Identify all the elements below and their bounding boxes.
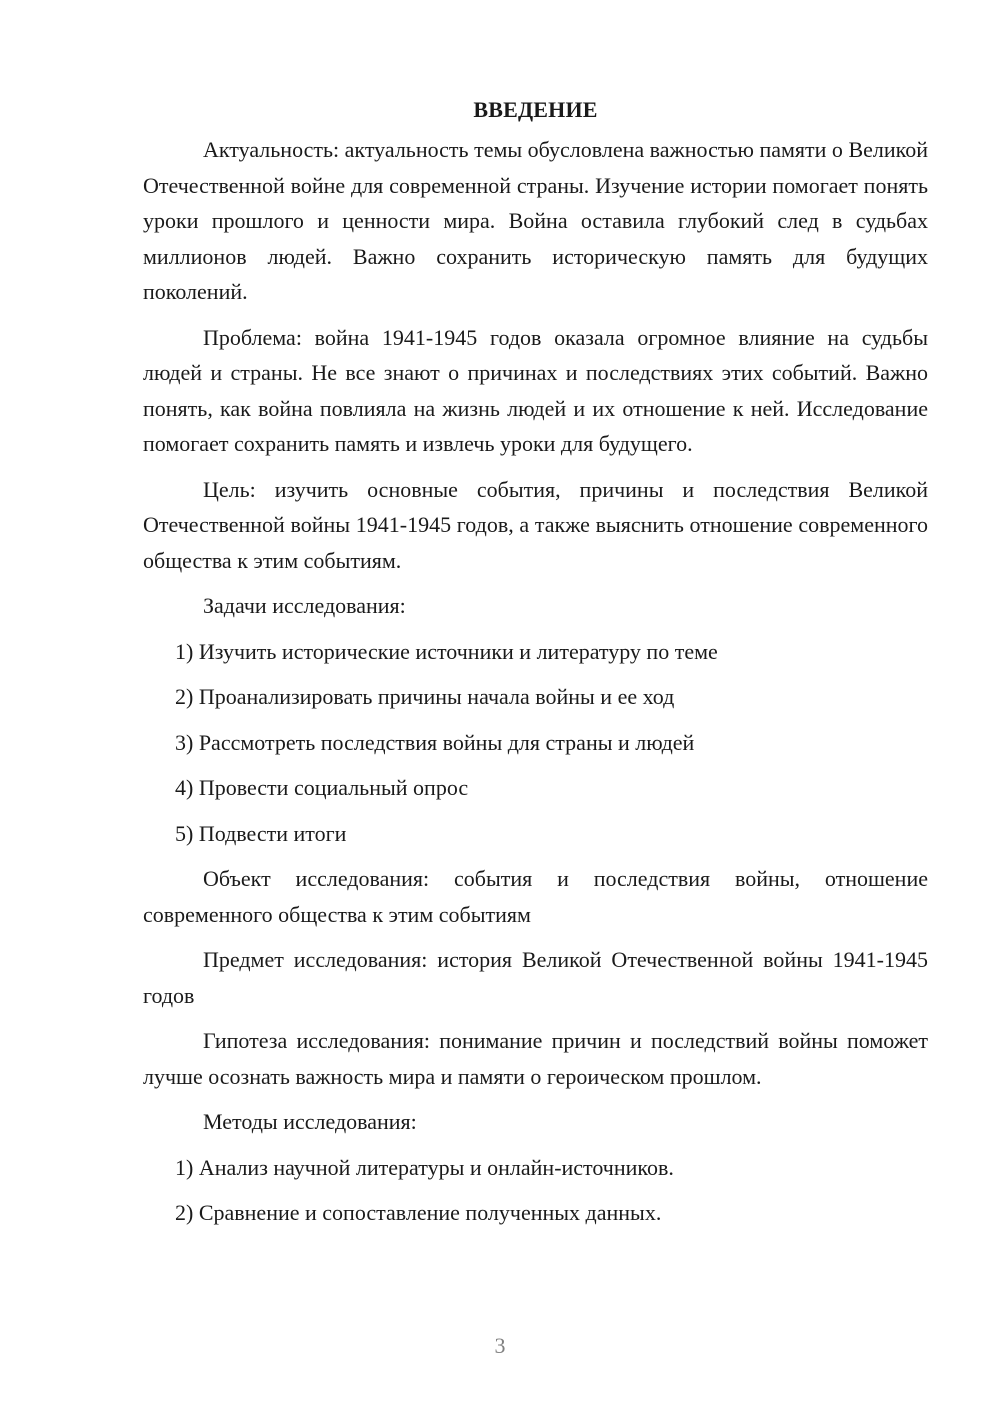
method-item: 2) Сравнение и сопоставление полученных данных.	[175, 1200, 662, 1225]
method-item: 1) Анализ научной литературы и онлайн-источников.	[175, 1154, 674, 1180]
tasks-list	[143, 634, 928, 852]
goal-paragraph: Цель: изучить основные события, причины и последствия Великой Отечественной войны 1941-1945 годов, а также выяснить отношение современного общества к этим событиям.	[143, 476, 928, 573]
task-item: 1) Изучить исторические источники и литературу по теме	[175, 638, 718, 664]
hypothesis-paragraph: Гипотеза исследования: понимание причин и последствий войны поможет лучше осознать важность мира и памяти о героическом прошлом.	[143, 1028, 928, 1089]
page-number: 3	[494, 1333, 506, 1358]
task-item: 5) Подвести итоги	[175, 820, 347, 846]
task-item: 2) Проанализировать причины начала войны и ее ход	[175, 684, 675, 709]
task-item: 3) Рассмотреть последствия войны для страны и людей	[175, 729, 695, 755]
subject-paragraph: Предмет исследования: история Великой Отечественной войны 1941-1945 годов	[143, 947, 928, 1008]
relevance-paragraph: Актуальность: актуальность темы обусловлена важностью памяти о Великой Отечественной войне для современной страны. Изучение истории помогает понять уроки прошлого и ценности мира. Война оставила глубокий след в судьбах миллионов людей. Важно сохранить историческую память для будущих поколений.	[143, 137, 928, 304]
page-title: ВВЕДЕНИЕ	[473, 97, 598, 122]
document-page	[143, 92, 928, 1241]
task-item: 4) Провести социальный опрос	[175, 775, 469, 800]
problem-paragraph: Проблема: война 1941-1945 годов оказала огромное влияние на судьбы людей и страны. Не все знают о причинах и последствиях этих событий. Важно понять, как война повлияла на жизнь людей и их отношение к ней. Исследование помогает сохранить память и извлечь уроки для будущего.	[143, 324, 928, 456]
object-paragraph: Объект исследования: события и последствия войны, отношение современного общества к этим событиям	[143, 866, 928, 927]
methods-label: Методы исследования:	[203, 1109, 417, 1134]
methods-list	[143, 1150, 928, 1231]
tasks-label: Задачи исследования:	[203, 593, 406, 618]
